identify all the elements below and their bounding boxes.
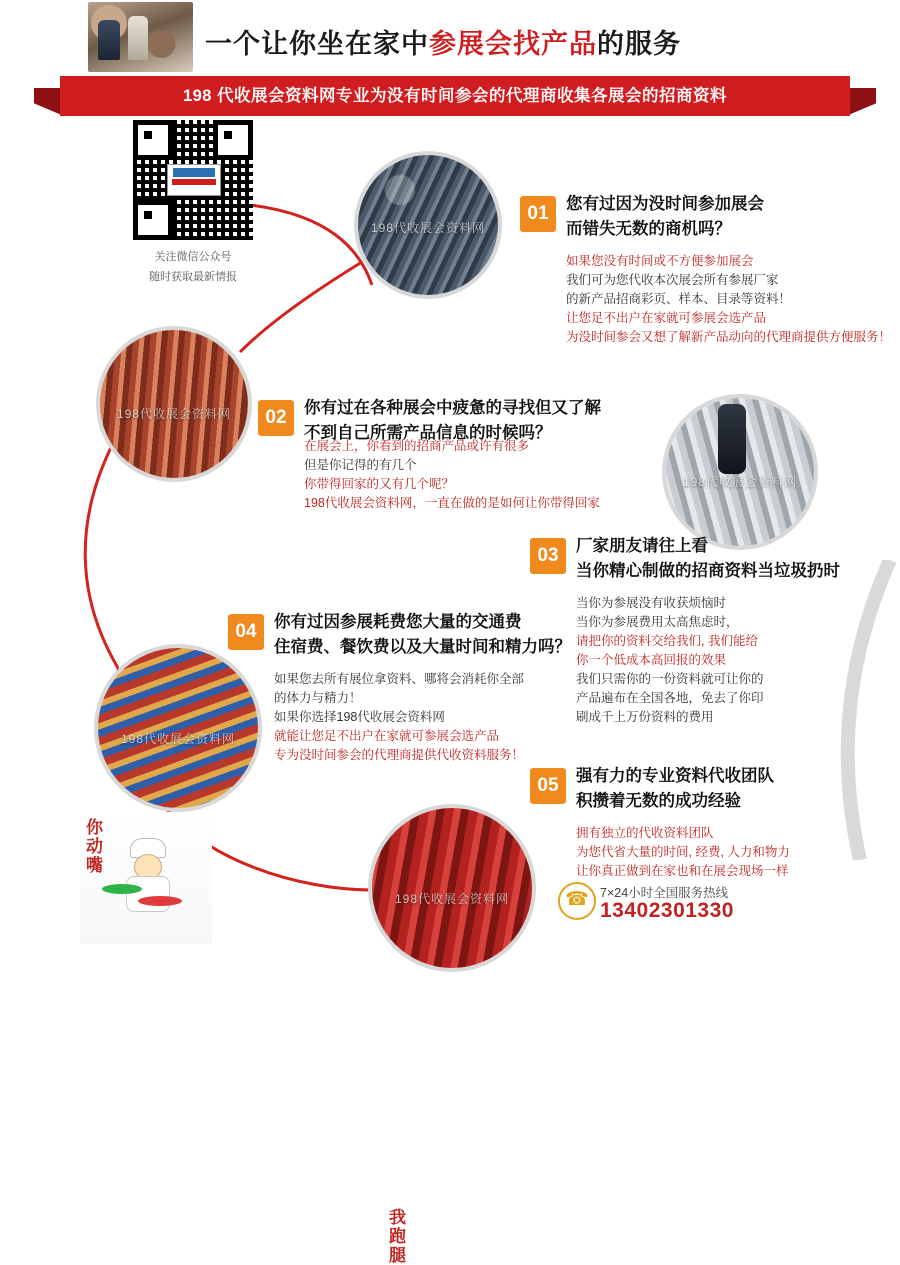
item-title-05 (576, 764, 774, 814)
qr-code (133, 120, 253, 240)
header (0, 0, 900, 120)
body-line: 我们可为您代收本次展会所有参展厂家 (566, 273, 779, 287)
decorative-grey-arc (740, 560, 900, 860)
body-line: 就能让您足不出户在家就可参展会选产品 (274, 729, 500, 743)
body-line: 在展会上，你看到的招商产品或许有很多 (304, 439, 530, 453)
item-title-line2: 住宿费、餐饮费以及大量时间和精力吗？ (274, 638, 571, 656)
item-title-line1: 你有过在各种展会中疲惫的寻找但又了解 (304, 399, 601, 417)
chef-icon (116, 838, 178, 922)
body-line: 为您代省大量的时间, 经费, 人力和物力 (576, 845, 790, 859)
photo-watermark: 198代收展会资料网 (682, 474, 798, 489)
photo-watermark: 198代收展会资料网 (120, 732, 236, 747)
chef-plate-red (138, 896, 182, 906)
item-title-line2: 而错失无数的商机吗？ (566, 220, 731, 238)
item-body-02 (304, 437, 600, 513)
qr-caption-info: 随时获取最新情报 (149, 271, 237, 283)
ribbon-banner (60, 76, 850, 116)
title-part2: 的服务 (597, 29, 681, 59)
body-line: 为没时间参会又想了解新产品动向的代理商提供方便服务！ (566, 330, 892, 344)
body-line: 198代收展会资料网，一直在做的是如何让你带得回家 (304, 496, 600, 510)
item-body-01 (566, 252, 891, 347)
phone-icon: ☎ (558, 882, 596, 920)
photo-circle-2 (100, 330, 248, 478)
item-title-line2: 当你精心制做的招商资料当垃圾扔时 (576, 562, 840, 580)
chef-plate-green (102, 884, 142, 894)
item-body-05 (576, 824, 790, 881)
item-title-line1: 您有过因为没时间参加展会 (566, 195, 764, 213)
body-line: 如果你选择198代收展会资料网 (274, 710, 445, 724)
body-line: 我们只需你的一份资料就可让你的 (576, 672, 764, 686)
qr-finder-top-left (133, 120, 173, 160)
item-title-line1: 你有过因参展耗费您大量的交通费 (274, 613, 522, 631)
item-title-04 (274, 610, 571, 660)
mascot-illustration: 你动嘴 我跑腿 (80, 812, 212, 944)
hotline-number[interactable]: 13402301330 (600, 899, 734, 922)
photo-watermark: 198代收展会资料网 (116, 406, 232, 421)
body-line: 你一个低成本高回报的效果 (576, 653, 727, 667)
qr-finder-bottom-left (133, 200, 173, 240)
ribbon-fold-right (846, 88, 876, 116)
body-line: 的新产品招商彩页、样本、目录等资料！ (566, 292, 792, 306)
hotline-label: 7×24小时全国服务热线 (600, 886, 729, 900)
body-line: 当你为参展没有收获烦恼时 (576, 596, 727, 610)
item-body-03 (576, 594, 764, 727)
item-number-03: 03 (530, 538, 566, 574)
body-line: 你带得回家的又有几个呢？ (304, 477, 455, 491)
body-line: 当你为参展费用太高焦虑时， (576, 615, 739, 629)
item-title-line1: 厂家朋友请往上看 (576, 537, 708, 555)
body-line: 但是你记得的有几个 (304, 458, 417, 472)
item-number-05: 05 (530, 768, 566, 804)
item-title-03 (576, 534, 840, 584)
body-line: 的体力与精力！ (274, 691, 362, 705)
photo-circle-1 (358, 155, 498, 295)
body-line: 刷成千上万份资料的费用 (576, 710, 714, 724)
item-body-04 (274, 670, 524, 765)
body-line: 专为没时间参会的代理商提供代收资料服务！ (274, 748, 525, 762)
body-line: 如果您没有时间或不方便参加展会 (566, 254, 754, 268)
body-line: 请把你的资料交给我们, 我们能给 (576, 634, 758, 648)
photo-circle-4 (98, 648, 258, 808)
page-title (205, 22, 681, 61)
photo-circle-3 (666, 398, 814, 546)
body-line: 产品遍布在全国各地，免去了你印 (576, 691, 764, 705)
body-line: 让您足不出户在家就可参展会选产品 (566, 311, 767, 325)
chef-body (126, 876, 170, 912)
mascot-text-left: 你动嘴 (86, 818, 103, 875)
body-line: 让你真正做到在家也和在展会现场一样 (576, 864, 789, 878)
item-number-02: 02 (258, 400, 294, 436)
item-title-line2: 积攒着无数的成功经验 (576, 792, 741, 810)
qr-code-image (133, 120, 253, 240)
title-highlight: 参展会找产品 (429, 29, 597, 59)
photo-watermark: 198代收展会资料网 (394, 892, 510, 907)
ribbon-text: 198 代收展会资料网专业为没有时间参会的代理商收集各展会的招商资料 (182, 87, 728, 105)
item-title-line1: 强有力的专业资料代收团队 (576, 767, 774, 785)
item-number-01: 01 (520, 196, 556, 232)
qr-caption-follow: 关注微信公众号 (154, 251, 232, 263)
photo-circle-5 (372, 808, 532, 968)
qr-center-logo (167, 164, 221, 196)
body-line: 拥有独立的代收资料团队 (576, 826, 714, 840)
item-title-01 (566, 192, 764, 242)
body-line: 如果您去所有展位拿资料、哪将会消耗你全部 (274, 672, 525, 686)
title-part1: 一个让你坐在家中 (205, 29, 429, 59)
item-title-line2: 不到自己所需产品信息的时候吗？ (304, 424, 552, 442)
item-number-04: 04 (228, 614, 264, 650)
header-photo (88, 2, 193, 72)
photo-watermark: 198代收展会资料网 (370, 221, 486, 236)
qr-finder-top-right (213, 120, 253, 160)
